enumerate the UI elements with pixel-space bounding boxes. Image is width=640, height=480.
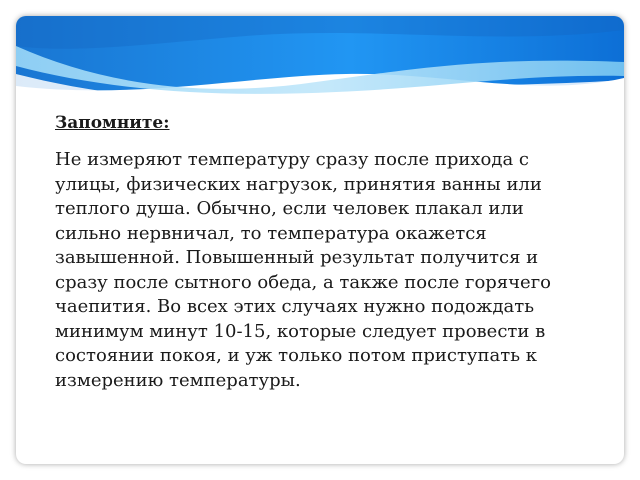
slide-heading: Запомните: — [55, 113, 170, 133]
slide — [16, 16, 624, 464]
slide-content — [55, 112, 595, 393]
slide-body-text: Не измеряют температуру сразу после прихода с улицы, физических нагрузок, принятия ванны или теплого душа. Обычно, если человек плакал или сильно нервничал, то температура окажется завышенной. Повышенный результат получится и сразу после сытного обеда, а также после горячего чаепития. Во всех этих случаях нужно подождать минимум минут 10-15, которые следует провести в состоянии покоя, и уж только потом приступать к измерению температуры. — [55, 149, 551, 391]
wave-header-decoration — [16, 16, 624, 108]
